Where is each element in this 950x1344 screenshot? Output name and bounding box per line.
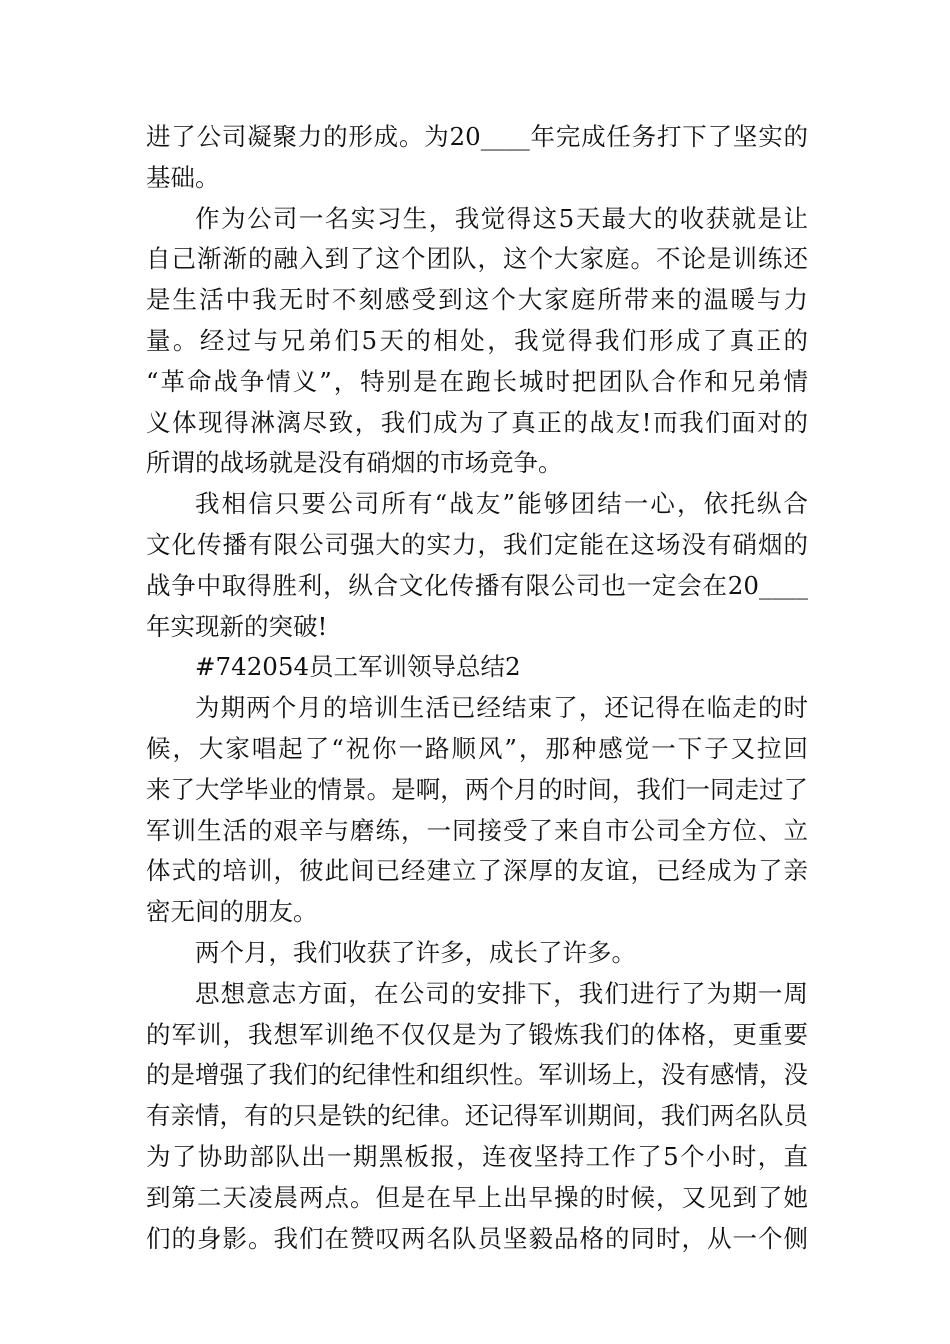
text-line: 有亲情，有的只是铁的纪律。还记得军训期间，我们两名队员 [146, 1101, 808, 1131]
text-line: 战争中取得胜利，纵合文化传播有限公司也一定会在20____ [146, 570, 808, 600]
text-line: 密无间的朋友。 [146, 897, 318, 927]
text-line: 军训生活的艰辛与磨练，一同接受了来自市公司全方位、立 [146, 815, 808, 845]
text-line: 候，大家唱起了“祝你一路顺风”，那种感觉一下子又拉回 [146, 733, 808, 763]
text-line: 两个月，我们收获了许多，成长了许多。 [195, 937, 636, 967]
text-line: 为期两个月的培训生活已经结束了，还记得在临走的时 [195, 693, 808, 723]
text-line: 的军训，我想军训绝不仅仅是为了锻炼我们的体格，更重要 [146, 1019, 808, 1049]
text-line: 来了大学毕业的情景。是啊，两个月的时间，我们一同走过了 [146, 774, 808, 804]
text-line: 到第二天凌晨两点。但是在早上出早操的时候，又见到了她 [146, 1182, 808, 1212]
text-line: 体式的培训，彼此间已经建立了深厚的友谊，已经成为了亲 [146, 856, 808, 886]
text-line: 量。经过与兄弟们5天的相处，我觉得我们形成了真正的 [146, 325, 808, 355]
text-line: 作为公司一名实习生，我觉得这5天最大的收获就是让 [195, 203, 808, 233]
text-line: 进了公司凝聚力的形成。为20____年完成任务打下了坚实的 [146, 122, 808, 151]
text-line: 基础。 [146, 162, 220, 192]
text-line: 们的身影。我们在赞叹两名队员坚毅品格的同时，从一个侧 [146, 1223, 808, 1253]
text-line: 年实现新的突破! [146, 611, 328, 641]
document-body [146, 117, 808, 1259]
text-line: 是生活中我无时不刻感受到这个大家庭所带来的温暖与力 [146, 285, 808, 315]
text-line: 为了协助部队出一期黑板报，连夜坚持工作了5个小时，直 [146, 1141, 808, 1171]
text-line: “革命战争情义”，特别是在跑长城时把团队合作和兄弟情 [146, 366, 808, 396]
text-line: 义体现得淋漓尽致，我们成为了真正的战友!而我们面对的 [146, 407, 808, 437]
text-line: 文化传播有限公司强大的实力，我们定能在这场没有硝烟的 [146, 529, 808, 559]
text-line: 自己渐渐的融入到了这个团队，这个大家庭。不论是训练还 [146, 244, 808, 274]
text-line: 的是增强了我们的纪律性和组织性。军训场上，没有感情，没 [146, 1060, 808, 1090]
text-line: 思想意志方面，在公司的安排下，我们进行了为期一周 [195, 978, 808, 1008]
text-line: #742054员工军训领导总结2 [195, 652, 521, 682]
text-line: 我相信只要公司所有“战友”能够团结一心，依托纵合 [195, 489, 808, 519]
text-line: 所谓的战场就是没有硝烟的市场竞争。 [146, 448, 563, 478]
